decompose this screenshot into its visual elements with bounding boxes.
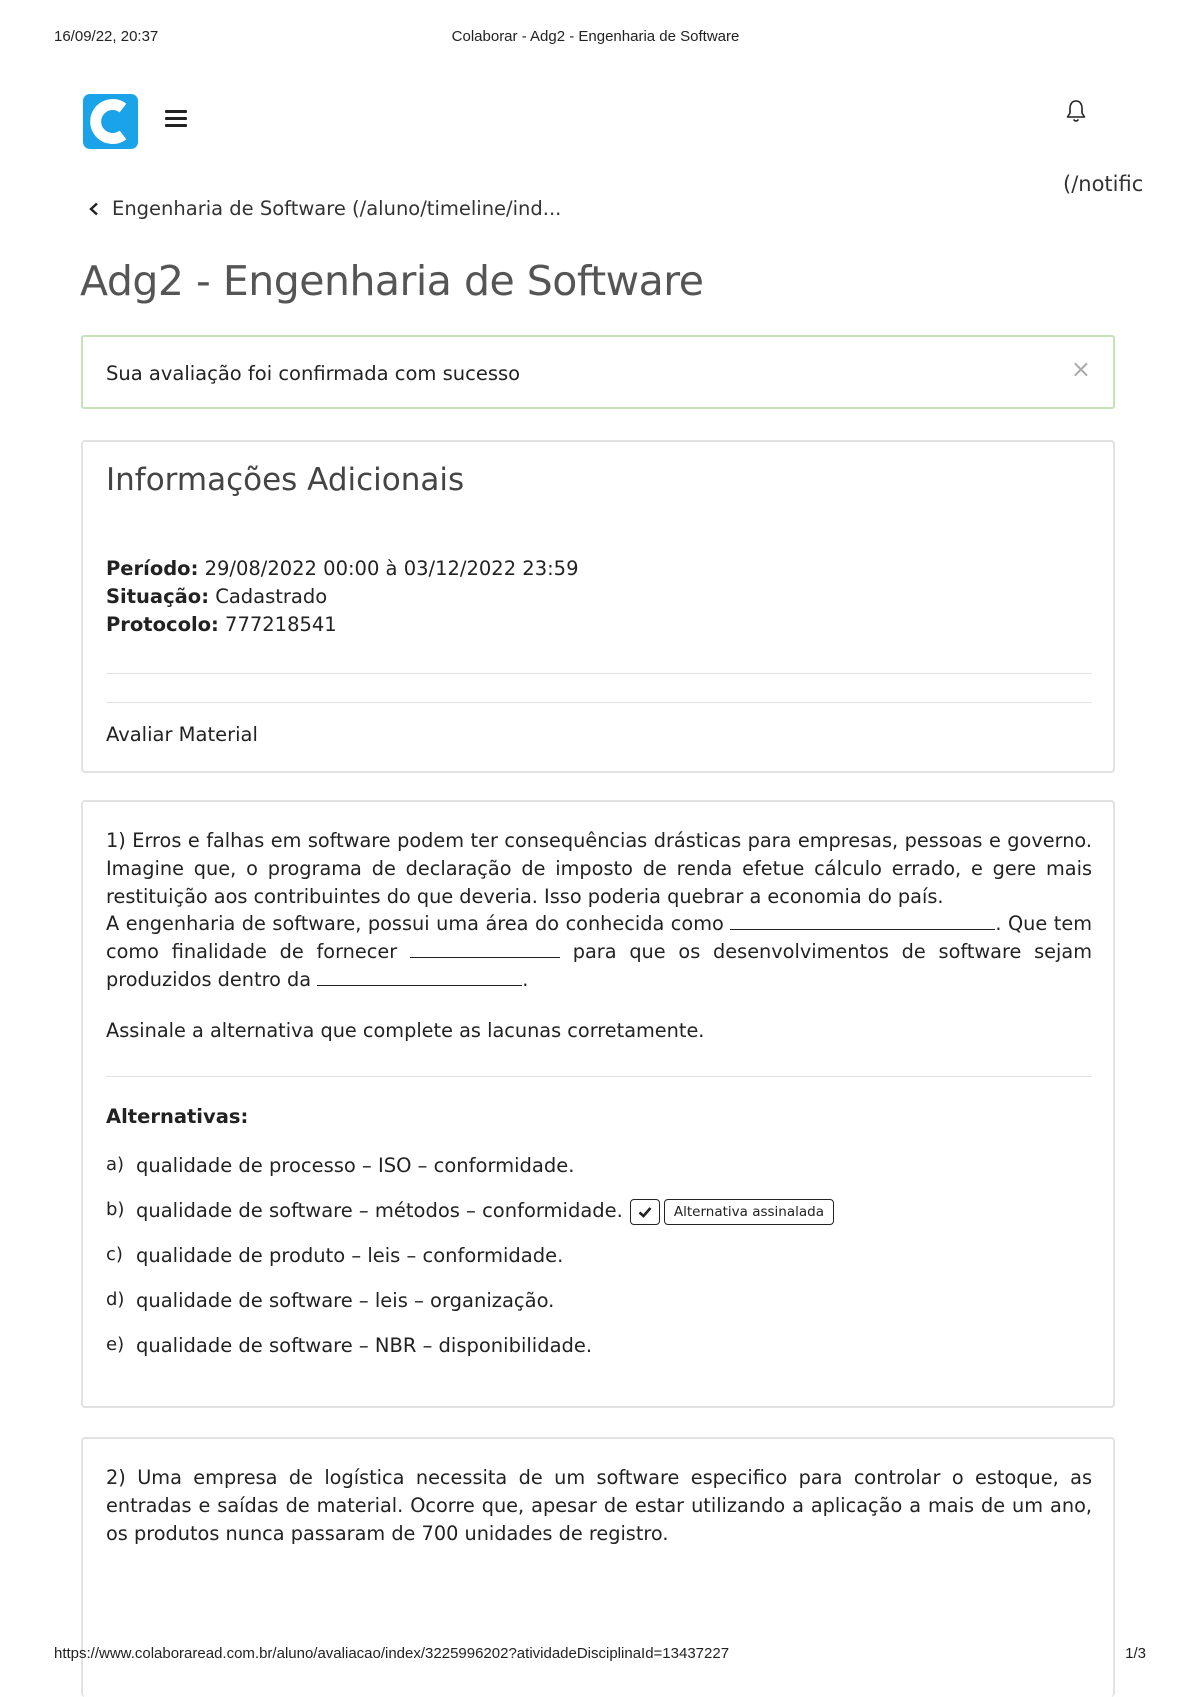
colaborar-logo-icon[interactable] (83, 94, 138, 149)
divider (106, 1076, 1092, 1077)
avaliar-material-link[interactable]: Avaliar Material (106, 723, 258, 746)
alternatives-title: Alternativas: (106, 1105, 249, 1128)
gap-text-part: A engenharia de software, possui uma área do conhecida como (106, 912, 724, 935)
situacao-value: Cadastrado (209, 585, 328, 608)
situacao-label: Situação: (106, 585, 210, 608)
print-doc-title: Colaborar - Adg2 - Engenharia de Software (451, 28, 740, 45)
alternative-text: qualidade de software – leis – organização. (136, 1289, 555, 1312)
gap-text-part: para que os desenvolvimentos de software sejam produzidos dentro da (106, 940, 1092, 991)
blank-3 (317, 967, 522, 986)
periodo-row (106, 555, 579, 583)
hamburger-menu-icon[interactable] (165, 110, 187, 130)
protocolo-row (106, 611, 579, 639)
alternative-text: qualidade de software – NBR – disponibilidade. (136, 1334, 593, 1357)
protocolo-label: Protocolo: (106, 613, 219, 636)
notifications-link[interactable]: (/notific (1063, 172, 1144, 196)
alternative-letter: e) (106, 1334, 125, 1355)
info-details (106, 555, 579, 639)
periodo-label: Período: (106, 557, 199, 580)
close-icon[interactable]: × (1070, 355, 1091, 383)
gap-text-part: . (522, 968, 529, 991)
alternative-text: qualidade de produto – leis – conformidade. (136, 1244, 564, 1267)
print-page-number: 1/3 (1125, 1645, 1146, 1662)
alternative-d[interactable] (106, 1289, 1066, 1334)
alternatives-list (106, 1154, 1066, 1379)
question-1-text: 1) Erros e falhas em software podem ter consequências drásticas para empresas, pessoas e governo. Imagine que, o programa de declaração de imposto de renda efetue cálculo errado, e gere mais restituição aos contribuintes do que deveria. Isso poderia quebrar a economia do país. (106, 829, 1092, 908)
info-title: Informações Adicionais (106, 462, 465, 498)
alert-message: Sua avaliação foi confirmada com sucesso (106, 362, 521, 385)
alternative-text: qualidade de processo – ISO – conformidade. (136, 1154, 575, 1177)
alternative-letter: c) (106, 1244, 123, 1265)
bell-icon[interactable] (1064, 98, 1088, 124)
print-header (0, 28, 1191, 50)
info-card (81, 440, 1115, 773)
page-title: Adg2 - Engenharia de Software (80, 257, 704, 305)
alternative-letter: b) (106, 1199, 125, 1220)
print-datetime: 16/09/22, 20:37 (54, 28, 159, 45)
alternative-a[interactable] (106, 1154, 1066, 1199)
situacao-row (106, 583, 579, 611)
alternative-letter: a) (106, 1154, 125, 1175)
protocolo-value: 777218541 (218, 613, 337, 636)
success-alert (81, 335, 1115, 409)
alternative-e[interactable] (106, 1334, 1066, 1379)
divider (106, 702, 1092, 703)
breadcrumb[interactable] (88, 197, 561, 220)
blank-1 (730, 911, 995, 930)
alternative-b[interactable] (106, 1199, 1066, 1244)
check-icon (630, 1199, 660, 1225)
selected-alternative-badge: Alternativa assinalada (664, 1199, 834, 1225)
blank-2 (410, 939, 560, 958)
gap-text-part: . Que tem como finalidade de fornecer (106, 912, 1092, 963)
print-url: https://www.colaboraread.com.br/aluno/avaliacao/index/3225996202?atividadeDisciplinaId=13437227 (54, 1645, 730, 1662)
divider (106, 673, 1092, 674)
question-2-text: 2) Uma empresa de logística necessita de um software especifico para controlar o estoque, as entradas e saídas de material. Ocorre que, apesar de estar utilizando a aplicação a mais de um ano, os produtos nunca passaram de 700 unidades de registro. (106, 1466, 1092, 1545)
alternative-text: qualidade de software – métodos – conformidade. (136, 1199, 623, 1222)
print-footer (0, 1645, 1191, 1667)
question-1-gap-text (106, 910, 1092, 994)
periodo-value: 29/08/2022 00:00 à 03/12/2022 23:59 (198, 557, 579, 580)
chevron-left-icon (88, 202, 100, 216)
question-1-instruction: Assinale a alternativa que complete as lacunas corretamente. (106, 1019, 705, 1042)
question-1-card (81, 800, 1115, 1408)
breadcrumb-label[interactable]: Engenharia de Software (/aluno/timeline/ind... (112, 197, 562, 220)
alternative-letter: d) (106, 1289, 125, 1310)
alternative-c[interactable] (106, 1244, 1066, 1289)
